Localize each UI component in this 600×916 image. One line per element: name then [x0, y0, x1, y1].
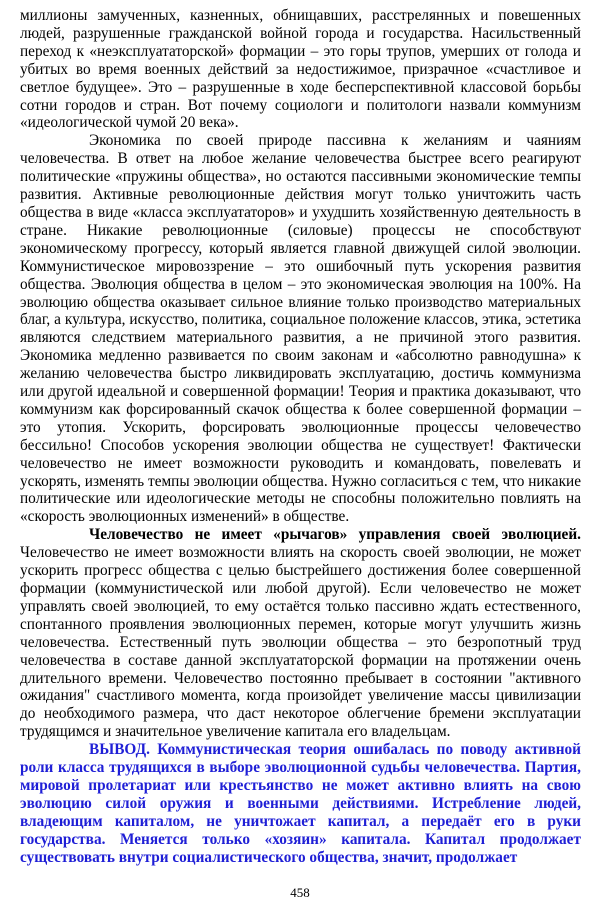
paragraph-3 — [20, 526, 581, 741]
paragraph-2: Экономика по своей природе пассивна к желаниям и чаяниям человечества. В ответ на любое желание человечества быстрее всего реагируют политические «пружины общества», но остаются пассивными экономические темпы развития. Активные революционные действия могут только уничтожить часть общества в виде «класса эксплуататоров» и ухудшить хозяйственную деятельность в стране. Никакие революционные (силовые) процессы не способствуют экономическому прогрессу, который является главной движущей силой эволюции. Коммунистическое мировоззрение – это ошибочный путь ускорения развития общества. Эволюция общества в целом – это экономическая эволюция на 100%. На эволюцию общества оказывает сильное влияние только производство материальных благ, а культура, искусство, политика, социальное положение классов, этика, эстетика являются следствием материального развития, а не причиной этого развития. Экономика медленно развивается по своим законам и «абсолютно равнодушна» к желанию человечества быстро ликвидировать эксплуатацию, достичь коммунизма или другой идеальной и совершенной формации! Теория и практика доказывают, что коммунизм как форсированный скачок общества к более совершенной формации – это утопия. Ускорить, форсировать эволюционные процессы человечество бессильно! Способов ускорения эволюции общества не существует! Фактически человечество не имеет возможности руководить и командовать, повелевать и ускорять, изменять темпы эволюции общества. Нужно согласиться с тем, что никакие политические или идеологические методы не способны положительно повлиять на «скорость эволюционных изменений» в обществе. — [20, 132, 581, 526]
bold-heading: Человечество не имеет «рычагов» управления своей эволюцией. — [89, 526, 581, 544]
paragraph-3-body: Человечество не имеет возможности влиять на скорость своей эволюции, не может ускорить прогресс общества с целью быстрейшего достижения более совершенной формации (коммунистической или любой другой). Если человечество не может управлять своей эволюцией, то ему остаётся только пассивно ждать естественного, спонтанного проявления эволюционных перемен, которые могут улучшить жизнь человечества. Естественный путь эволюции общества – это безропотный труд человечества в составе данной эксплуататорской формации на протяжении очень длительного времени. Человечество постоянно пребывает в состоянии "активного ожидания" счастливого момента, когда произойдет увеличение массы цивилизации до необходимого размера, что даст некоторое облегчение бремени эксплуатации трудящимся и значительное увеличение капитала его владельцам. — [20, 544, 581, 741]
page-number: 458 — [290, 885, 310, 900]
conclusion-paragraph: ВЫВОД. Коммунистическая теория ошибалась по поводу активной роли класса трудящихся в выборе эволюционной судьбы человечества. Партия, мировой пролетариат или крестьянство не может активно влиять на свою эволюцию силой оружия и военными действиями. Истребление людей, владеющим капиталом, не уничтожает капитал, а передаёт его в руки государства. Меняется только «хозяин» капитала. Капитал продолжает существовать внутри социалистического общества, значит, продолжает — [20, 741, 581, 866]
paragraph-1: миллионы замученных, казненных, обнищавших, расстрелянных и повешенных людей, разрушенные гражданской войной города и государства. Насильственный переход к «неэксплуататорской» формации – это горы трупов, умерших от голода и убитых во время военных действий за недостижимое, призрачное «счастливое и светлое будущее». Это – разрушенные в ходе бесперспективной классовой борьбы сотни городов и стран. Вот почему социологи и политологи назвали коммунизм «идеологической чумой 20 века». — [20, 7, 581, 132]
